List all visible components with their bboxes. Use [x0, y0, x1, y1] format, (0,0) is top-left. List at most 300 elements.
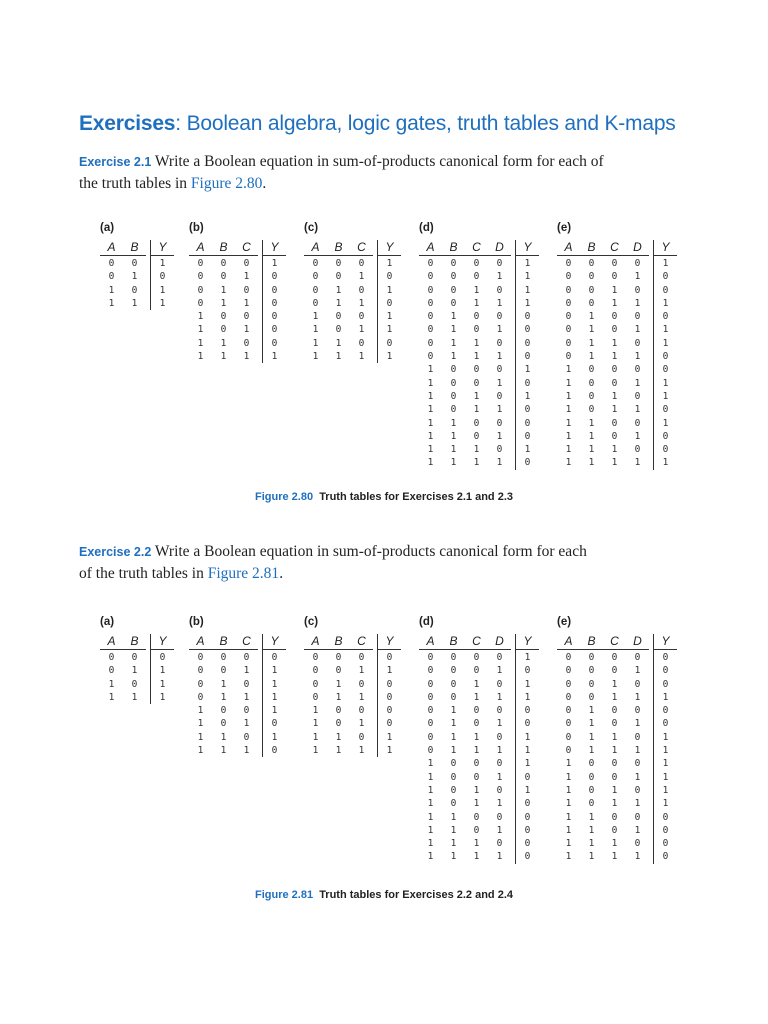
table-cell: 0: [243, 678, 250, 690]
table-cell: 1: [386, 745, 393, 757]
table-cell: 1: [271, 678, 278, 690]
table-cell: 0: [335, 324, 342, 336]
table-cell: 0: [243, 337, 250, 349]
table-cell: 1: [473, 337, 480, 349]
table-cell: 1: [565, 430, 572, 442]
table-cell: 1: [473, 444, 480, 456]
column-header: A: [557, 240, 580, 256]
output-column: [262, 634, 286, 757]
input-column: [327, 634, 350, 757]
table-cell: 0: [220, 705, 227, 717]
table-cell: 0: [197, 665, 204, 677]
table-cell: 1: [634, 324, 641, 336]
table-cell: 0: [473, 665, 480, 677]
column-header: B: [442, 240, 465, 256]
table-cell: 0: [271, 718, 278, 730]
table-cell: 1: [243, 271, 250, 283]
table-cell: 1: [450, 824, 457, 836]
table-cell: 1: [662, 691, 669, 703]
input-column: [580, 634, 603, 864]
table-cell: 0: [473, 758, 480, 770]
table-cell: 0: [524, 377, 531, 389]
table-cell: 0: [386, 705, 393, 717]
table-cell: 1: [662, 337, 669, 349]
table-cell: 1: [450, 324, 457, 336]
table-cell: 1: [312, 731, 319, 743]
column-header: D: [626, 634, 649, 650]
table-cell: 1: [662, 798, 669, 810]
truth-table-label: (c): [304, 222, 319, 234]
input-column: [557, 240, 580, 470]
input-column: [212, 240, 235, 363]
table-cell: 1: [588, 444, 595, 456]
input-column: [100, 634, 123, 704]
table-cell: 0: [197, 678, 204, 690]
table-cell: 1: [473, 457, 480, 469]
table-cell: 1: [427, 758, 434, 770]
table-cell: 0: [565, 745, 572, 757]
table-cell: 1: [634, 851, 641, 863]
table-cell: 0: [427, 691, 434, 703]
table-cell: 1: [427, 444, 434, 456]
table-cell: 1: [611, 691, 618, 703]
table-cell: 1: [220, 337, 227, 349]
table-cell: 0: [565, 718, 572, 730]
table-cell: 1: [634, 824, 641, 836]
table-cell: 1: [271, 665, 278, 677]
table-cell: 1: [634, 404, 641, 416]
input-column: [557, 634, 580, 864]
table-cell: 1: [524, 652, 531, 663]
table-cell: 1: [271, 731, 278, 743]
table-cell: 0: [450, 652, 457, 663]
table-cell: 1: [358, 718, 365, 730]
table-cell: 1: [243, 324, 250, 336]
table-cell: 1: [159, 297, 166, 309]
table-cell: 0: [662, 284, 669, 296]
table-cell: 1: [565, 784, 572, 796]
table-cell: 0: [427, 337, 434, 349]
table-cell: 1: [524, 784, 531, 796]
table-cell: 0: [473, 258, 480, 269]
column-header: B: [327, 634, 350, 650]
table-cell: 1: [473, 351, 480, 363]
table-cell: 0: [271, 284, 278, 296]
exercise-2-1: Exercise 2.1 Write a Boolean equation in sum-of-products canonical form for each of the truth tables in Figure 2.80.: [79, 153, 604, 192]
table-cell: 0: [427, 678, 434, 690]
table-cell: 0: [565, 691, 572, 703]
table-cell: 1: [588, 324, 595, 336]
table-cell: 1: [427, 390, 434, 402]
table-cell: 0: [312, 691, 319, 703]
table-cell: 0: [524, 665, 531, 677]
table-cell: 0: [358, 311, 365, 323]
table-cell: 1: [524, 284, 531, 296]
table-cell: 1: [159, 691, 166, 703]
table-cell: 0: [220, 324, 227, 336]
table-cell: 0: [611, 311, 618, 323]
table-cell: 1: [662, 745, 669, 757]
table-cell: 0: [611, 377, 618, 389]
table-cell: 1: [197, 337, 204, 349]
table-cell: 0: [427, 297, 434, 309]
table-cell: 1: [565, 838, 572, 850]
table-cell: 1: [243, 351, 250, 363]
table-cell: 0: [524, 718, 531, 730]
table-cell: 1: [450, 731, 457, 743]
table-cell: 0: [588, 798, 595, 810]
table-cell: 0: [131, 652, 138, 663]
table-cell: 1: [220, 678, 227, 690]
table-cell: 0: [611, 771, 618, 783]
table-cell: 1: [524, 731, 531, 743]
table-cell: 0: [496, 337, 503, 349]
table-cell: 0: [524, 337, 531, 349]
table-cell: 1: [197, 351, 204, 363]
input-column: [235, 240, 258, 363]
table-cell: 0: [588, 404, 595, 416]
table-cell: 0: [473, 771, 480, 783]
table-cell: 0: [634, 417, 641, 429]
table-cell: 1: [588, 811, 595, 823]
table-cell: 0: [496, 390, 503, 402]
figure-2-80-tables: [0, 222, 768, 492]
column-header: A: [304, 240, 327, 256]
input-column: [419, 634, 442, 864]
truth-table-label: (a): [100, 616, 115, 628]
table-cell: 1: [496, 798, 503, 810]
input-column: [189, 634, 212, 757]
table-cell: 1: [611, 284, 618, 296]
table-cell: 0: [312, 652, 319, 663]
table-cell: 1: [565, 377, 572, 389]
input-column: [123, 240, 146, 310]
table-cell: 1: [271, 351, 278, 363]
table-cell: 0: [496, 784, 503, 796]
table-cell: 0: [611, 652, 618, 663]
table-cell: 1: [611, 798, 618, 810]
truth-table-label: (d): [419, 616, 434, 628]
table-cell: 1: [473, 678, 480, 690]
table-cell: 0: [271, 271, 278, 283]
table-cell: 0: [588, 377, 595, 389]
table-cell: 1: [386, 351, 393, 363]
table-cell: 1: [634, 718, 641, 730]
table-cell: 1: [427, 430, 434, 442]
input-column: [100, 240, 123, 310]
table-cell: 1: [496, 745, 503, 757]
table-cell: 0: [611, 705, 618, 717]
table-cell: 0: [565, 324, 572, 336]
figure-2-81-link[interactable]: Figure 2.81: [207, 565, 280, 582]
table-cell: 1: [634, 457, 641, 469]
table-cell: 0: [335, 271, 342, 283]
table-cell: 1: [197, 731, 204, 743]
table-cell: 0: [524, 771, 531, 783]
table-cell: 1: [588, 851, 595, 863]
table-cell: 0: [611, 364, 618, 376]
table-cell: 1: [611, 404, 618, 416]
table-cell: 0: [662, 364, 669, 376]
table-cell: 1: [662, 324, 669, 336]
input-column: [123, 634, 146, 704]
table-cell: 1: [524, 390, 531, 402]
table-cell: 1: [312, 351, 319, 363]
table-cell: 0: [220, 718, 227, 730]
table-cell: 0: [473, 311, 480, 323]
column-header: Y: [654, 634, 677, 650]
table-cell: 0: [588, 771, 595, 783]
column-header: Y: [151, 634, 174, 650]
column-header: A: [100, 240, 123, 256]
table-cell: 0: [108, 665, 115, 677]
table-cell: 1: [565, 457, 572, 469]
column-header: Y: [654, 240, 677, 256]
table-cell: 1: [450, 417, 457, 429]
table-cell: 0: [197, 691, 204, 703]
table-cell: 0: [496, 838, 503, 850]
table-cell: 0: [496, 811, 503, 823]
column-header: C: [465, 634, 488, 650]
table-cell: 1: [450, 705, 457, 717]
table-cell: 0: [662, 311, 669, 323]
table-cell: 0: [450, 784, 457, 796]
page-title: [79, 112, 676, 136]
table-cell: 1: [131, 665, 138, 677]
input-column: [603, 634, 626, 864]
table-cell: 0: [588, 390, 595, 402]
table-cell: 0: [243, 731, 250, 743]
figure-2-80-link[interactable]: Figure 2.80: [190, 175, 263, 192]
table-cell: 0: [243, 705, 250, 717]
table-cell: 1: [427, 404, 434, 416]
figure-2-81-caption-number: Figure 2.81: [254, 889, 314, 901]
table-cell: 0: [386, 271, 393, 283]
table-cell: 1: [197, 745, 204, 757]
table-cell: 1: [131, 271, 138, 283]
table-cell: 0: [634, 364, 641, 376]
truth-table-label: (b): [189, 616, 204, 628]
table-cell: 1: [611, 745, 618, 757]
table-cell: 1: [335, 297, 342, 309]
table-cell: 0: [565, 678, 572, 690]
table-cell: 1: [565, 444, 572, 456]
table-cell: 0: [271, 745, 278, 757]
table-cell: 0: [662, 404, 669, 416]
table-cell: 1: [496, 457, 503, 469]
exercise-2-2-label: Exercise 2.2: [79, 545, 152, 559]
page-title-bold: Exercises: [79, 112, 176, 135]
column-header: Y: [516, 634, 539, 650]
table-cell: 0: [473, 430, 480, 442]
exercise-2-2: Exercise 2.2 Write a Boolean equation in sum-of-products canonical form for each of the truth tables in Figure 2.81.: [79, 543, 587, 582]
table-cell: 0: [524, 311, 531, 323]
table-cell: 0: [565, 284, 572, 296]
table-cell: 0: [565, 731, 572, 743]
table-cell: 0: [450, 404, 457, 416]
table-cell: 0: [634, 784, 641, 796]
table-cell: 1: [358, 271, 365, 283]
table-cell: 0: [427, 271, 434, 283]
table-cell: 0: [496, 258, 503, 269]
table-cell: 0: [662, 652, 669, 663]
table-cell: 0: [634, 337, 641, 349]
table-cell: 1: [335, 351, 342, 363]
column-header: C: [235, 634, 258, 650]
input-column: [626, 634, 649, 864]
table-cell: 1: [496, 691, 503, 703]
table-cell: 0: [662, 851, 669, 863]
table-cell: 1: [588, 311, 595, 323]
table-cell: 1: [473, 691, 480, 703]
table-cell: 0: [496, 444, 503, 456]
table-cell: 1: [159, 258, 166, 269]
table-cell: 1: [662, 731, 669, 743]
table-cell: 1: [662, 390, 669, 402]
table-cell: 0: [588, 297, 595, 309]
table-cell: 0: [496, 678, 503, 690]
table-cell: 0: [524, 824, 531, 836]
table-cell: 1: [131, 297, 138, 309]
input-column: [327, 240, 350, 363]
table-cell: 1: [358, 691, 365, 703]
table-cell: 1: [450, 311, 457, 323]
table-cell: 0: [335, 258, 342, 269]
table-cell: 1: [312, 311, 319, 323]
table-cell: 1: [524, 678, 531, 690]
column-header: A: [419, 240, 442, 256]
table-cell: 1: [496, 271, 503, 283]
table-cell: 1: [662, 771, 669, 783]
table-cell: 1: [565, 404, 572, 416]
table-cell: 1: [386, 284, 393, 296]
table-cell: 0: [197, 284, 204, 296]
table-cell: 0: [335, 311, 342, 323]
table-cell: 1: [335, 745, 342, 757]
column-header: A: [557, 634, 580, 650]
column-header: Y: [263, 634, 286, 650]
table-cell: 1: [588, 838, 595, 850]
table-cell: 0: [496, 652, 503, 663]
table-cell: 0: [159, 652, 166, 663]
table-cell: 1: [312, 718, 319, 730]
table-cell: 0: [496, 417, 503, 429]
table-cell: 1: [634, 691, 641, 703]
table-cell: 1: [496, 351, 503, 363]
table-cell: 1: [108, 691, 115, 703]
table-cell: 0: [662, 430, 669, 442]
table-cell: 0: [634, 652, 641, 663]
table-cell: 1: [358, 297, 365, 309]
table-cell: 1: [335, 284, 342, 296]
table-cell: 1: [496, 324, 503, 336]
table-cell: 0: [634, 811, 641, 823]
output-column: [377, 634, 401, 757]
table-cell: 1: [473, 838, 480, 850]
table-cell: 0: [271, 311, 278, 323]
column-header: C: [350, 634, 373, 650]
table-cell: 0: [427, 652, 434, 663]
input-column: [580, 240, 603, 470]
table-cell: 0: [131, 258, 138, 269]
table-cell: 0: [662, 838, 669, 850]
table-cell: 0: [220, 652, 227, 663]
table-cell: 1: [473, 731, 480, 743]
table-cell: 0: [524, 798, 531, 810]
table-cell: 1: [524, 444, 531, 456]
table-cell: 1: [427, 771, 434, 783]
input-column: [235, 634, 258, 757]
table-cell: 1: [450, 457, 457, 469]
exercise-2-1-label: Exercise 2.1: [79, 155, 152, 169]
column-header: D: [488, 634, 511, 650]
table-cell: 1: [427, 377, 434, 389]
table-cell: 0: [524, 417, 531, 429]
table-cell: 1: [565, 824, 572, 836]
table-cell: 0: [588, 758, 595, 770]
table-cell: 1: [243, 718, 250, 730]
table-cell: 0: [312, 284, 319, 296]
table-cell: 0: [662, 811, 669, 823]
table-cell: 1: [427, 457, 434, 469]
table-cell: 1: [335, 337, 342, 349]
table-cell: 1: [496, 377, 503, 389]
input-column: [212, 634, 235, 757]
output-column: [515, 634, 539, 864]
table-cell: 0: [386, 297, 393, 309]
table-cell: 1: [450, 444, 457, 456]
table-cell: 1: [565, 758, 572, 770]
table-cell: 0: [524, 324, 531, 336]
table-cell: 0: [386, 652, 393, 663]
table-cell: 1: [611, 731, 618, 743]
table-cell: 0: [634, 838, 641, 850]
table-cell: 0: [634, 258, 641, 269]
table-cell: 0: [243, 284, 250, 296]
table-cell: 1: [243, 297, 250, 309]
column-header: Y: [263, 240, 286, 256]
table-cell: 0: [220, 665, 227, 677]
table-cell: 0: [450, 390, 457, 402]
table-cell: 0: [335, 718, 342, 730]
column-header: B: [327, 240, 350, 256]
table-cell: 0: [662, 718, 669, 730]
table-cell: 0: [588, 665, 595, 677]
table-cell: 1: [634, 297, 641, 309]
table-cell: 1: [450, 351, 457, 363]
table-cell: 0: [427, 311, 434, 323]
table-cell: 1: [634, 798, 641, 810]
table-cell: 1: [524, 758, 531, 770]
table-cell: 1: [611, 838, 618, 850]
table-cell: 1: [611, 851, 618, 863]
table-cell: 0: [450, 758, 457, 770]
input-column: [189, 240, 212, 363]
table-cell: 1: [473, 404, 480, 416]
table-cell: 0: [662, 705, 669, 717]
table-cell: 0: [243, 652, 250, 663]
table-cell: 0: [450, 665, 457, 677]
column-header: Y: [516, 240, 539, 256]
table-cell: 1: [496, 404, 503, 416]
truth-table-label: (e): [557, 222, 572, 234]
table-cell: 1: [662, 784, 669, 796]
table-cell: 0: [473, 324, 480, 336]
table-cell: 0: [588, 691, 595, 703]
column-header: B: [442, 634, 465, 650]
table-cell: 0: [427, 745, 434, 757]
column-header: B: [212, 634, 235, 650]
